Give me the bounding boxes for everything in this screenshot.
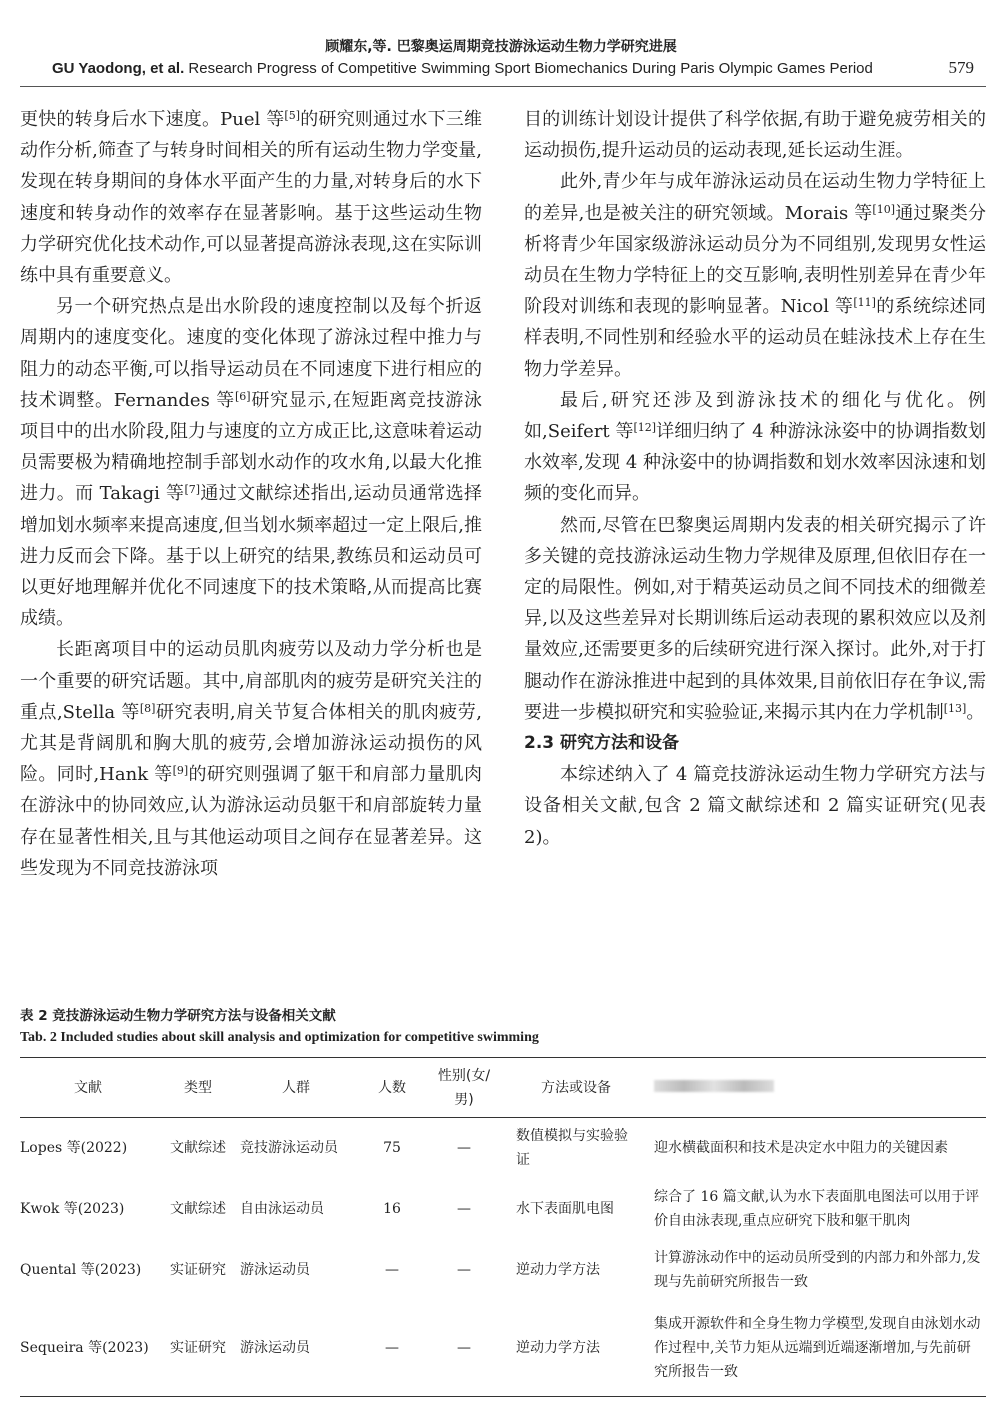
table-row	[20, 1118, 986, 1179]
col-header-findings-obscured	[640, 1058, 986, 1118]
paragraph-text: 研究显示,在短距离竞技游泳项目中的出水阶段,阻力与速度的立方成正比,这意味着运动员需要极为精确地控制手部划水动作的攻水角,以最大化推进力。而 Takagi 等	[20, 389, 482, 505]
paragraph-text: 更快的转身后水下速度。Puel 等	[20, 109, 285, 130]
right-text-column	[524, 104, 986, 853]
body-paragraph	[524, 510, 986, 728]
table-cell: Sequeira 等(2023)	[20, 1300, 160, 1396]
table-row	[20, 1300, 986, 1396]
table-cell: 文献综述	[170, 1201, 226, 1217]
table-cell: 综合了 16 篇文献,认为水下表面肌电图法可以用于评价自由泳表现,重点应研究下肢和躯干肌肉	[654, 1189, 980, 1229]
body-paragraph	[20, 634, 482, 884]
table-cell: 75	[383, 1140, 401, 1156]
table-cell: 集成开源软件和全身生物力学模型,发现自由泳划水动作过程中,关节力矩从远端到近端逐渐增加,与先前研究所报告一致	[640, 1300, 986, 1396]
paragraph-text: 目的训练计划设计提供了科学依据,有助于避免疲劳相关的运动损伤,提升运动员的运动表现,延长运动生涯。	[524, 109, 986, 162]
paragraph-text: 通过文献综述指出,运动员通常选择增加划水频率来提高速度,但当划水频率超过一定上限后,推进力反而会下降。基于以上研究的结果,教练员和运动员可以更好地理解并优化不同速度下的技术策略,从而提高比赛成绩。	[20, 483, 482, 630]
body-paragraph	[524, 104, 986, 166]
body-paragraph	[20, 291, 482, 634]
table-caption-en: Tab. 2 Included studies about skill analysis and optimization for competitive swimming	[20, 1030, 539, 1045]
table-cell: 自由泳运动员	[240, 1201, 324, 1217]
paragraph-text: 最后,研究还涉及到游泳技术的细化与优化。例如,Seifert 等	[524, 389, 986, 443]
table-header-row	[20, 1058, 986, 1118]
paragraph-text: 本综述纳入了 4 篇竞技游泳运动生物力学研究方法与设备相关文献,包含 2 篇文献综述和 2 篇实证研究(见表 2)。	[524, 764, 986, 848]
table-cell: 竞技游泳运动员	[240, 1140, 338, 1156]
table-row	[20, 1240, 986, 1300]
table-cell: 迎水横截面积和技术是决定水中阻力的关键因素	[654, 1140, 948, 1156]
table-cell: 文献综述	[170, 1140, 226, 1156]
table-cell: 16	[383, 1201, 401, 1217]
table-cell: Quental 等(2023)	[20, 1262, 142, 1278]
table-body	[20, 1118, 986, 1397]
body-paragraph	[524, 759, 986, 853]
header-title-text: Research Progress of Competitive Swimming Sport Biomechanics During Paris Olympic Games Period	[188, 60, 873, 77]
table-cell: 逆动力学方法	[500, 1300, 640, 1396]
paragraph-text: 研究表明,肩关节复合体相关的肌肉疲劳,尤其是背阔肌和胸大肌的疲劳,会增加游泳运动损伤的风险。同时,Hank 等	[20, 701, 482, 786]
table-cell: 逆动力学方法	[516, 1262, 600, 1278]
table-caption-cn: 表 2 竞技游泳运动生物力学研究方法与设备相关文献	[20, 1008, 336, 1024]
citation-ref: [10]	[872, 202, 896, 216]
header-rule	[20, 86, 986, 87]
col-header-type: 类型	[160, 1058, 236, 1118]
table-cell: 数值模拟与实验验证	[516, 1128, 628, 1168]
studies-table	[20, 1057, 986, 1397]
citation-ref: [11]	[853, 296, 876, 310]
paragraph-text: 此外,青少年与成年游泳运动员在运动生物力学特征上的差异,也是被关注的研究领域。Morais 等	[524, 171, 986, 224]
citation-ref: [12]	[633, 421, 657, 435]
left-text-column	[20, 104, 482, 884]
table-cell: 游泳运动员	[236, 1300, 356, 1396]
table-cell: Lopes 等(2022)	[20, 1140, 128, 1156]
paragraph-text: 的研究则通过水下三维动作分析,筛查了与转身时间相关的所有运动生物力学变量,发现在转身期间的身体水平面产生的力量,对转身后的水下速度和转身动作的效率存在显著影响。基于这些运动生物力学研究优化技术动作,可以显著提高游泳表现,这在实际训练中具有重要意义。	[20, 109, 482, 287]
paragraph-text: 的系统综述同样表明,不同性别和经验水平的运动员在蛙泳技术上存在生物力学差异。	[524, 296, 986, 380]
col-header-count: 人数	[356, 1058, 428, 1118]
body-paragraph	[524, 166, 986, 384]
blurred-header	[654, 1080, 774, 1092]
table-cell: 计算游泳动作中的运动员所受到的内部力和外部力,发现与先前研究所报告一致	[654, 1250, 981, 1290]
header-chinese-title: 顾耀东,等. 巴黎奥运周期竞技游泳运动生物力学研究进展	[325, 39, 677, 55]
citation-ref: [8]	[139, 701, 156, 715]
table-cell: 水下表面肌电图	[516, 1201, 614, 1217]
table-cell: —	[457, 1201, 471, 1217]
col-header-reference: 文献	[20, 1058, 160, 1118]
table-cell: —	[356, 1300, 428, 1396]
table-cell: 实证研究	[170, 1262, 226, 1278]
paragraph-text: 详细归纳了 4 种游泳泳姿中的协调指数划水效率,发现 4 种泳姿中的协调指数和划水效率因泳速和划频的变化而异。	[524, 421, 986, 505]
body-paragraph	[20, 104, 482, 291]
table-cell: —	[457, 1262, 471, 1278]
table-cell: —	[428, 1300, 500, 1396]
col-header-population: 人群	[236, 1058, 356, 1118]
table-cell: Kwok 等(2023)	[20, 1201, 125, 1217]
citation-ref: [7]	[184, 483, 201, 497]
paragraph-text: 另一个研究热点是出水阶段的速度控制以及每个折返周期内的速度变化。速度的变化体现了游泳过程中推力与阻力的动态平衡,可以指导运动员在不同速度下进行相应的技术调整。Fernandes 等	[20, 296, 482, 411]
paragraph-text: 。	[966, 701, 985, 723]
table-cell: —	[385, 1262, 399, 1278]
citation-ref: [6]	[235, 389, 251, 403]
running-header	[0, 30, 1002, 82]
table-row	[20, 1178, 986, 1240]
paragraph-text: 然而,尽管在巴黎奥运周期内发表的相关研究揭示了许多关键的竞技游泳运动生物力学规律及原理,但依旧存在一定的局限性。例如,对于精英运动员之间不同技术的细微差异,以及这些差异对长期训练后运动表现的累积效应以及剂量效应,还需要更多的后续研究进行深入探讨。此外,对于打腿动作在游泳推进中起到的具体效果,目前依旧存在争议,需要进一步模拟研究和实验验证,来揭示其内在力学机制	[524, 514, 986, 723]
body-paragraph	[524, 385, 986, 510]
header-authors: GU Yaodong, et al.	[52, 60, 185, 77]
section-heading: 2.3 研究方法和设备	[524, 733, 680, 754]
paragraph-text: 的研究则强调了躯干和肩部力量肌肉在游泳中的协同效应,认为游泳运动员躯干和肩部旋转力量存在显著性相关,且与其他运动项目之间存在显著差异。这些发现为不同竞技游泳项	[20, 764, 482, 879]
header-english-title	[52, 60, 873, 77]
table-cell: 实证研究	[160, 1300, 236, 1396]
citation-ref: [13]	[943, 701, 967, 715]
page-number: 579	[948, 58, 974, 77]
col-header-method: 方法或设备	[500, 1058, 640, 1118]
table-cell: 游泳运动员	[240, 1262, 310, 1278]
paragraph-text: 长距离项目中的运动员肌肉疲劳以及动力学分析也是一个重要的研究话题。其中,肩部肌肉的疲劳是研究关注的重点,Stella 等	[20, 639, 482, 723]
paragraph-text: 通过聚类分析将青少年国家级游泳运动员分为不同组别,发现男女性运动员在生物力学特征上的交互影响,表明性别差异在青少年阶段对训练和表现的影响显著。Nicol 等	[524, 202, 987, 318]
table-cell: —	[457, 1140, 471, 1156]
citation-ref: [9]	[172, 764, 189, 778]
col-header-gender: 性别(女/男)	[428, 1058, 500, 1118]
citation-ref: [5]	[284, 109, 301, 122]
